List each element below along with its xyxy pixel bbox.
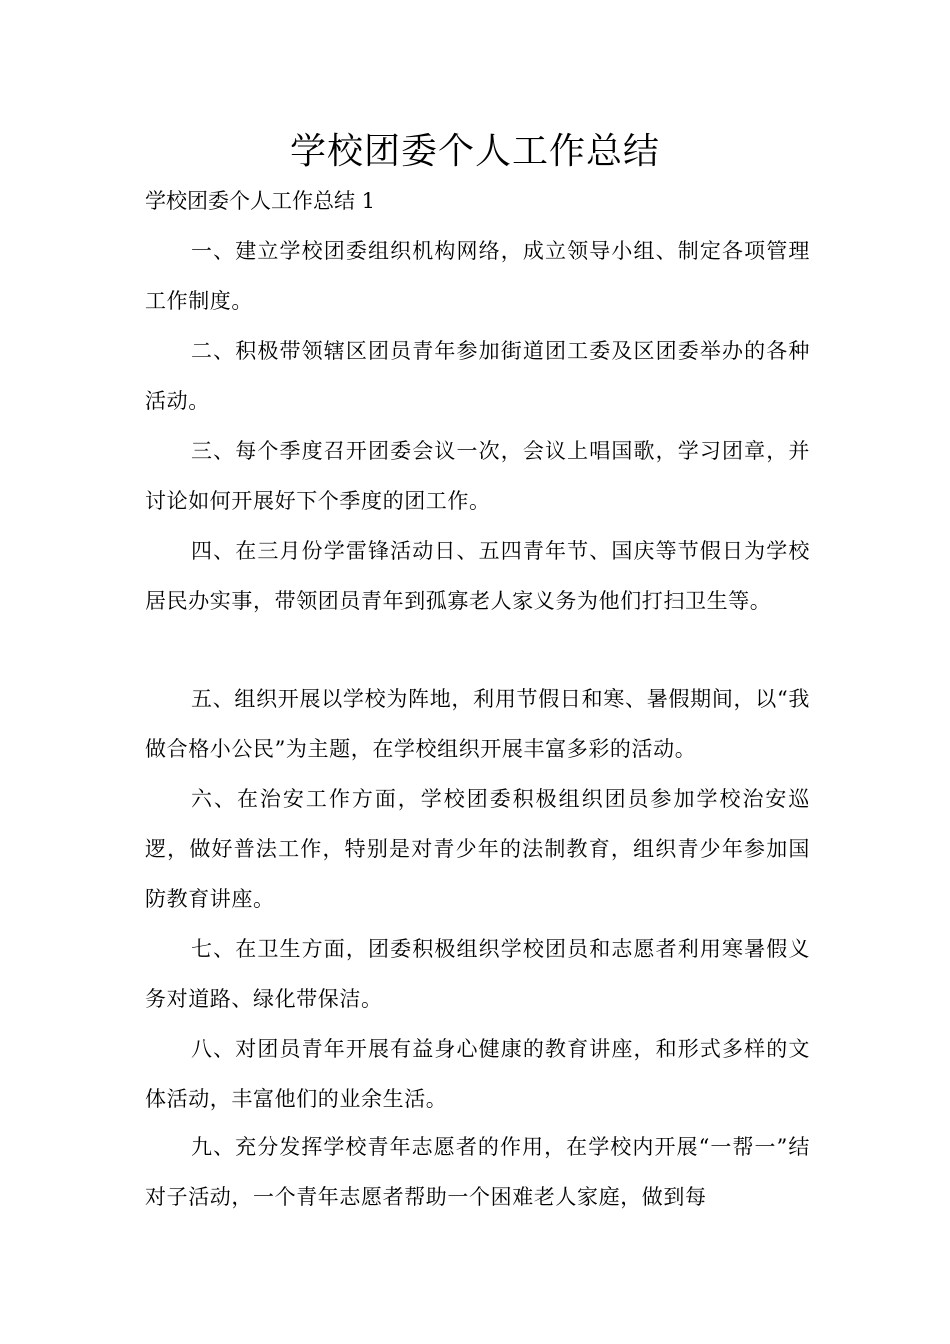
paragraph-7: 七、在卫生方面，团委积极组织学校团员和志愿者利用寒暑假义务对道路、绿化带保洁。 xyxy=(145,937,810,1011)
paragraph-1: 一、建立学校团委组织机构网络，成立领导小组、制定各项管理工作制度。 xyxy=(145,239,810,313)
paragraph-2: 二、积极带领辖区团员青年参加街道团工委及区团委举办的各种活动。 xyxy=(145,339,810,413)
section-heading: 学校团委个人工作总结 1 xyxy=(145,189,376,213)
paragraph-3: 三、每个季度召开团委会议一次，会议上唱国歌，学习团章，并讨论如何开展好下个季度的团工作。 xyxy=(145,439,810,513)
document-title: 学校团委个人工作总结 xyxy=(289,131,660,172)
paragraph-4: 四、在三月份学雷锋活动日、五四青年节、国庆等节假日为学校居民办实事，带领团员青年到孤寡老人家义务为他们打扫卫生等。 xyxy=(145,539,810,613)
paragraph-5: 五、组织开展以学校为阵地，利用节假日和寒、暑假期间，以“我做合格小公民”为主题，在学校组织开展丰富多彩的活动。 xyxy=(145,687,810,761)
paragraph-6: 六、在治安工作方面，学校团委积极组织团员参加学校治安巡逻，做好普法工作，特别是对青少年的法制教育，组织青少年参加国防教育讲座。 xyxy=(145,787,810,911)
paragraph-8: 八、对团员青年开展有益身心健康的教育讲座，和形式多样的文体活动，丰富他们的业余生活。 xyxy=(145,1037,810,1111)
paragraph-9: 九、充分发挥学校青年志愿者的作用，在学校内开展“一帮一”结对子活动，一个青年志愿者帮助一个困难老人家庭，做到每 xyxy=(145,1135,810,1209)
